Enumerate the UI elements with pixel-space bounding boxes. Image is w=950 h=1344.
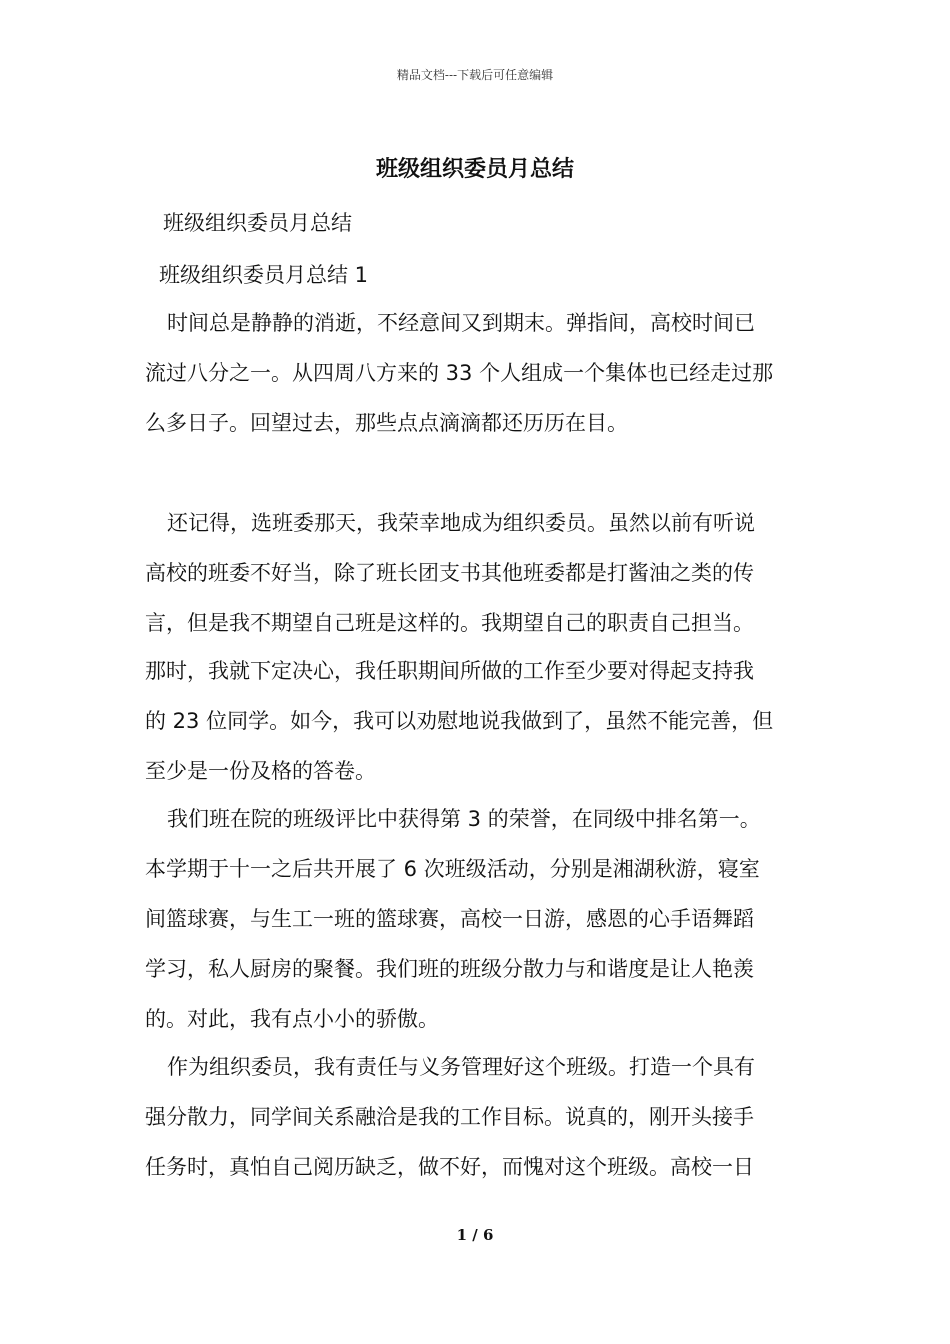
page-number: 1 / 6: [456, 1226, 494, 1244]
body-line: 间篮球赛，与生工一班的篮球赛，高校一日游，感恩的心手语舞蹈: [145, 907, 754, 931]
document-subtitle: 班级组织委员月总结: [163, 211, 352, 235]
document-title: 班级组织委员月总结: [375, 156, 574, 182]
body-line: 言，但是我不期望自己班是这样的。我期望自己的职责自己担当。: [145, 611, 754, 635]
body-line: 还记得，选班委那天，我荣幸地成为组织委员。虽然以前有听说: [167, 511, 755, 535]
body-line: 的 23 位同学。如今，我可以劝慰地说我做到了，虽然不能完善，但: [145, 709, 774, 733]
body-line: 那时，我就下定决心，我任职期间所做的工作至少要对得起支持我: [145, 659, 754, 683]
header-note: 精品文档---下载后可任意编辑: [396, 68, 554, 82]
body-line: 流过八分之一。从四周八方来的 33 个人组成一个集体也已经走过那: [145, 361, 774, 385]
body-line: 强分散力，同学间关系融洽是我的工作目标。说真的，刚开头接手: [145, 1105, 754, 1129]
body-line: 我们班在院的班级评比中获得第 3 的荣誉，在同级中排名第一。: [167, 807, 761, 831]
body-line: 至少是一份及格的答卷。: [145, 759, 376, 783]
body-line: 的。对此，我有点小小的骄傲。: [145, 1007, 439, 1031]
body-line: 本学期于十一之后共开展了 6 次班级活动，分别是湘湖秋游，寝室: [145, 857, 760, 881]
body-line: 么多日子。回望过去，那些点点滴滴都还历历在目。: [145, 411, 628, 435]
body-line: 时间总是静静的消逝，不经意间又到期末。弹指间，高校时间已: [167, 311, 755, 335]
body-line: 学习，私人厨房的聚餐。我们班的班级分散力与和谐度是让人艳羡: [145, 957, 754, 981]
body-line: 作为组织委员，我有责任与义务管理好这个班级。打造一个具有: [167, 1055, 755, 1079]
section-heading: 班级组织委员月总结 1: [159, 263, 369, 287]
body-line: 高校的班委不好当，除了班长团支书其他班委都是打酱油之类的传: [145, 561, 754, 585]
body-line: 任务时，真怕自己阅历缺乏，做不好，而愧对这个班级。高校一日: [145, 1155, 754, 1179]
